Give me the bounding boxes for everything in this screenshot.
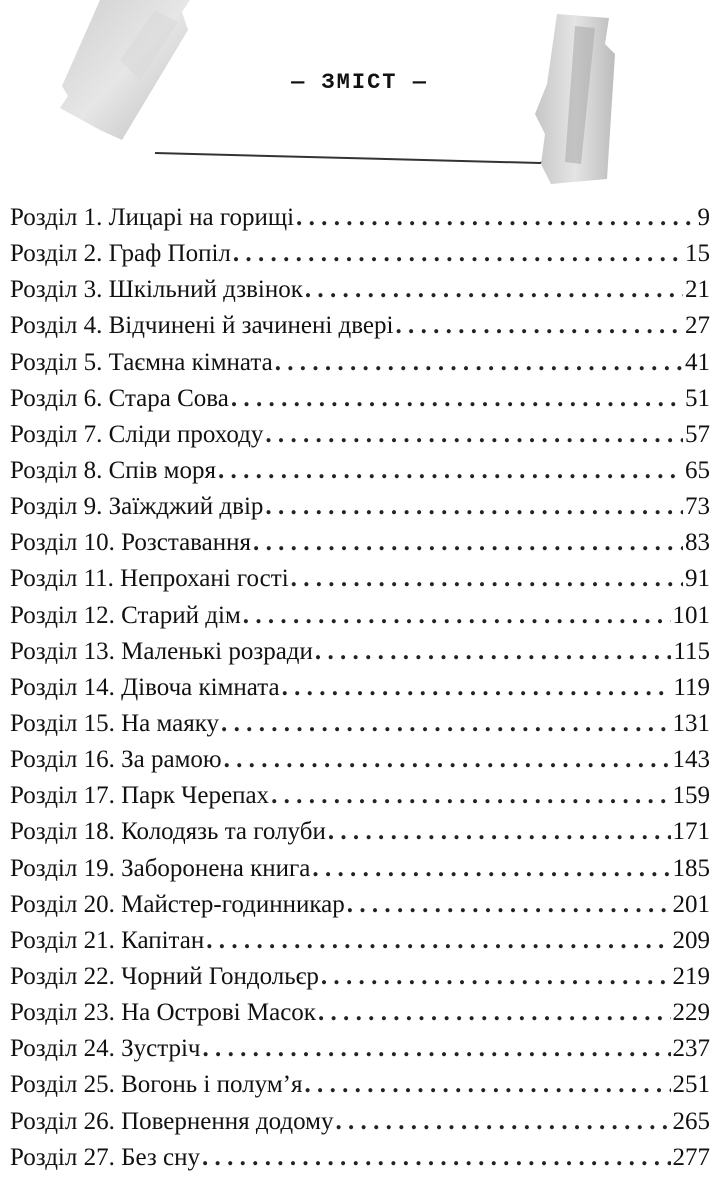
page-number: 131 [672, 709, 710, 737]
chapter-title: Розділ 21. Капітан [10, 926, 205, 954]
toc-entry[interactable] [10, 887, 710, 923]
toc-entry[interactable] [10, 1031, 710, 1067]
page-number: 41 [685, 348, 710, 376]
dot-leader [304, 1067, 670, 1103]
dot-leader [305, 272, 683, 308]
dot-leader [315, 634, 672, 670]
page-number: 159 [672, 782, 710, 810]
page-number: 9 [697, 204, 710, 231]
chapter-title: Розділ 5. Таємна кімната [10, 348, 273, 376]
dot-leader [233, 236, 683, 272]
chapter-title: Розділ 9. Заїжджий двір [10, 493, 264, 521]
toc-entry[interactable] [10, 308, 710, 344]
toc-entry[interactable] [10, 489, 710, 525]
page-number: 209 [672, 926, 710, 954]
dot-leader [218, 453, 683, 489]
dot-leader [282, 670, 672, 706]
chapter-title: Розділ 6. Стара Сова [10, 384, 229, 412]
dot-leader [231, 381, 683, 417]
chapter-title: Розділ 14. Дівоча кімната [10, 673, 280, 701]
toc-entry[interactable] [10, 742, 710, 778]
page-number: 251 [672, 1071, 710, 1099]
dot-leader [265, 489, 683, 525]
dot-leader [221, 706, 670, 742]
toc-entry[interactable] [10, 417, 710, 453]
contents-title: — ЗМІСТ — [291, 70, 428, 95]
page-number: 83 [685, 529, 710, 557]
page-number: 65 [685, 456, 710, 484]
dot-leader [271, 778, 670, 814]
title-underline [155, 150, 560, 164]
dot-leader [312, 851, 670, 887]
page-number: 201 [672, 890, 710, 918]
dot-leader [275, 345, 683, 381]
page-number: 219 [672, 962, 710, 990]
page-number: 237 [672, 1035, 710, 1063]
page-number: 171 [672, 818, 710, 846]
dot-leader [318, 995, 671, 1031]
dot-leader [395, 308, 683, 344]
page-number: 27 [685, 312, 710, 340]
page-number: 265 [672, 1107, 710, 1135]
page-number: 115 [673, 637, 710, 665]
page-number: 91 [685, 565, 710, 593]
chapter-title: Розділ 2. Граф Попіл [10, 240, 231, 268]
chapter-title: Розділ 26. Повернення додому [10, 1107, 334, 1135]
dot-leader [328, 814, 671, 850]
chapter-title: Розділ 12. Старий дім [10, 601, 241, 629]
chapter-title: Розділ 27. Без сну [10, 1143, 200, 1171]
tape-right-decoration [535, 14, 615, 184]
chapter-title: Розділ 16. За рамою [10, 746, 222, 774]
page-number: 229 [672, 999, 710, 1027]
toc-entry[interactable] [10, 923, 710, 959]
dot-leader [265, 417, 683, 453]
toc-entry[interactable] [10, 814, 710, 850]
chapter-title: Розділ 10. Розставання [10, 529, 252, 557]
chapter-title: Розділ 11. Непрохані гості [10, 565, 289, 593]
chapter-title: Розділ 8. Спів моря [10, 456, 216, 484]
toc-entry[interactable] [10, 1067, 710, 1103]
toc-entry[interactable] [10, 959, 710, 995]
toc-entry[interactable] [10, 381, 710, 417]
dot-leader [202, 1140, 671, 1176]
page-number: 15 [685, 240, 710, 268]
chapter-title: Розділ 15. На маяку [10, 709, 220, 737]
toc-entry[interactable] [10, 525, 710, 561]
chapter-title: Розділ 13. Маленькі розради [10, 637, 313, 665]
page-number: 21 [685, 276, 710, 304]
contents-header [0, 0, 719, 185]
dot-leader [243, 598, 671, 634]
dot-leader [347, 887, 671, 923]
chapter-title: Розділ 19. Заборонена книга [10, 854, 311, 882]
chapter-title: Розділ 22. Чорний Гондольєр [10, 962, 319, 990]
toc-entry[interactable] [10, 706, 710, 742]
chapter-title: Розділ 20. Майстер-годинникар [10, 890, 345, 918]
toc-entry[interactable] [10, 995, 710, 1031]
page-number: 143 [672, 746, 710, 774]
toc-entry[interactable] [10, 778, 710, 814]
toc-entry[interactable] [10, 851, 710, 887]
dot-leader [296, 200, 695, 236]
dot-leader [206, 923, 670, 959]
page-number: 101 [672, 601, 710, 629]
chapter-title: Розділ 17. Парк Черепах [10, 782, 270, 810]
chapter-title: Розділ 25. Вогонь і полум’я [10, 1071, 303, 1099]
chapter-title: Розділ 7. Сліди проходу [10, 420, 264, 448]
toc-entry[interactable] [10, 670, 710, 706]
chapter-title: Розділ 24. Зустріч [10, 1035, 201, 1063]
toc-entry[interactable] [10, 453, 710, 489]
chapter-title: Розділ 3. Шкільний дзвінок [10, 276, 303, 304]
page-number: 119 [673, 673, 710, 701]
toc-entry[interactable] [10, 200, 710, 236]
chapter-title: Розділ 23. На Острові Масок [10, 999, 316, 1027]
page-number: 57 [685, 420, 710, 448]
toc-entry[interactable] [10, 272, 710, 308]
chapter-title: Розділ 4. Відчинені й зачинені двері [10, 312, 394, 340]
page-number: 277 [672, 1143, 710, 1171]
toc-entry[interactable] [10, 561, 710, 597]
dot-leader [335, 1104, 670, 1140]
toc-entry[interactable] [10, 634, 710, 670]
page-number: 185 [672, 854, 710, 882]
dot-leader [291, 561, 683, 597]
dot-leader [321, 959, 671, 995]
table-of-contents [10, 200, 710, 1176]
dot-leader [224, 742, 671, 778]
toc-entry[interactable] [10, 236, 710, 272]
page-number: 51 [685, 384, 710, 412]
chapter-title: Розділ 1. Лицарі на горищі [10, 204, 295, 231]
chapter-title: Розділ 18. Колодязь та голуби [10, 818, 326, 846]
toc-entry[interactable] [10, 598, 710, 634]
toc-entry[interactable] [10, 1104, 710, 1140]
dot-leader [253, 525, 683, 561]
dot-leader [202, 1031, 670, 1067]
toc-entry[interactable] [10, 345, 710, 381]
toc-entry[interactable] [10, 1140, 710, 1176]
page-number: 73 [685, 493, 710, 521]
